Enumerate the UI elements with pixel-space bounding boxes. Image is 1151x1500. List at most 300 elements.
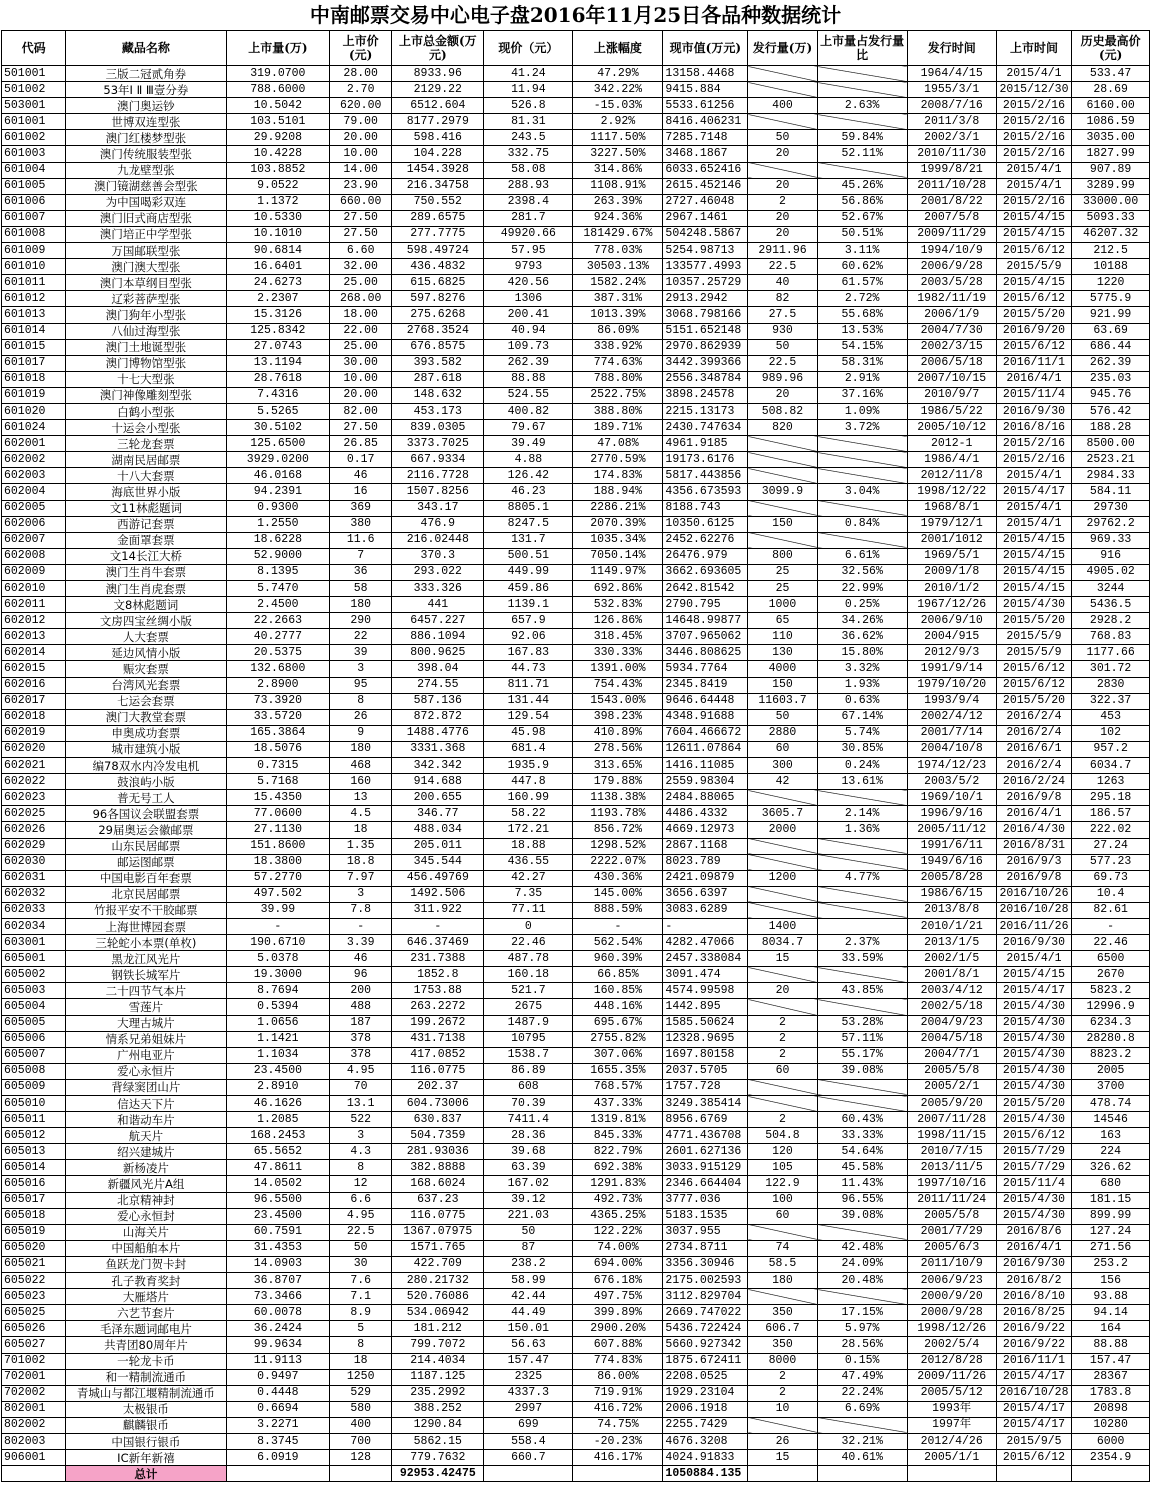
table-cell: 文8林彪题词 (66, 597, 226, 613)
table-cell: 522 (330, 1112, 392, 1128)
table-cell: 2325 (484, 1369, 573, 1385)
table-cell: 3 (330, 1128, 392, 1144)
table-cell: 601003 (2, 146, 66, 162)
table-cell: 23.4500 (226, 1208, 330, 1224)
empty-cell-slash (748, 967, 817, 983)
table-cell: 澳门大教堂套票 (66, 709, 226, 725)
table-cell: 12 (330, 1176, 392, 1192)
table-cell: 27.50 (330, 210, 392, 226)
table-row (2, 902, 1150, 918)
table-cell: 8.7694 (226, 983, 330, 999)
table-cell: 2015/4/30 (996, 1047, 1072, 1063)
table-cell: 189.71% (573, 420, 663, 436)
table-cell: 605012 (2, 1128, 66, 1144)
table-row (2, 999, 1150, 1015)
table-cell: 602021 (2, 758, 66, 774)
table-cell: 79.00 (330, 114, 392, 130)
table-cell: 275.6268 (392, 307, 484, 323)
table-cell: 2615.452146 (663, 178, 748, 194)
table-cell: 271.56 (1072, 1240, 1150, 1256)
table-cell: 10.00 (330, 146, 392, 162)
table-cell: 601009 (2, 243, 66, 259)
table-cell: 288.93 (484, 178, 573, 194)
table-cell: 1.2550 (226, 516, 330, 532)
table-cell: 60.43% (817, 1112, 907, 1128)
table-cell: - (330, 918, 392, 934)
table-cell: 18.88 (484, 838, 573, 854)
table-cell: 58 (330, 581, 392, 597)
table-cell: 九龙壁型张 (66, 162, 226, 178)
table-cell: 637.23 (392, 1192, 484, 1208)
table-cell: 山海关片 (66, 1224, 226, 1240)
table-cell: 12611.07864 (663, 741, 748, 757)
table-cell: 澳门土地诞型张 (66, 339, 226, 355)
table-cell: 274.55 (392, 677, 484, 693)
table-cell: 2012/11/8 (907, 468, 996, 484)
table-cell: 2559.98304 (663, 774, 748, 790)
table-cell: 普无号工人 (66, 790, 226, 806)
table-cell: 11.94 (484, 82, 573, 98)
table-cell: 三轮龙套票 (66, 436, 226, 452)
table-cell: 441 (392, 597, 484, 613)
table-cell: 95 (330, 677, 392, 693)
table-cell: 602007 (2, 532, 66, 548)
table-cell: 576.42 (1072, 403, 1150, 419)
table-cell: 601019 (2, 387, 66, 403)
table-cell: 2669.747022 (663, 1305, 748, 1321)
table-row (2, 420, 1150, 436)
table-cell: 60 (748, 1208, 817, 1224)
table-cell: 422.709 (392, 1256, 484, 1272)
table-cell: 1986/5/22 (907, 403, 996, 419)
table-cell: 2129.22 (392, 82, 484, 98)
table-cell: 231.7388 (392, 951, 484, 967)
table-cell: 122.22% (573, 1224, 663, 1240)
table-cell: 82 (748, 291, 817, 307)
table-cell: 1979/10/20 (907, 677, 996, 693)
table-cell: 681.4 (484, 741, 573, 757)
table-cell: 41.24 (484, 66, 573, 82)
table-cell: 2016/2/4 (996, 709, 1072, 725)
table-cell: 50 (748, 130, 817, 146)
table-row (2, 1192, 1150, 1208)
table-cell: 601002 (2, 130, 66, 146)
table-cell: 11603.7 (748, 693, 817, 709)
table-cell: 2009/11/29 (907, 226, 996, 242)
table-cell: 文房四宝丝绸小版 (66, 613, 226, 629)
table-cell: 322.37 (1072, 693, 1150, 709)
table-cell: 562.54% (573, 935, 663, 951)
table-cell: 2010/7/15 (907, 1144, 996, 1160)
table-cell: 20.5375 (226, 645, 330, 661)
table-cell: 1935.9 (484, 758, 573, 774)
table-cell: 57.2770 (226, 870, 330, 886)
table-cell: 1291.83% (573, 1176, 663, 1192)
table-cell: 47.8611 (226, 1160, 330, 1176)
table-cell: 太极银币 (66, 1401, 226, 1417)
table-cell: 2642.81542 (663, 581, 748, 597)
table-cell: 2016/9/22 (996, 1337, 1072, 1353)
table-cell: 103.8852 (226, 162, 330, 178)
table-cell: 400.82 (484, 403, 573, 419)
table-cell: 343.17 (392, 500, 484, 516)
table-row (2, 259, 1150, 275)
table-cell: 5183.1535 (663, 1208, 748, 1224)
total-cell (1072, 1466, 1150, 1482)
table-cell: 504.8 (748, 1128, 817, 1144)
table-cell: 2015/4/17 (996, 1369, 1072, 1385)
table-cell: 8247.5 (484, 516, 573, 532)
table-row (2, 82, 1150, 98)
table-cell: 602026 (2, 822, 66, 838)
table-cell: 602008 (2, 548, 66, 564)
table-cell: 431.7138 (392, 1031, 484, 1047)
table-cell: 492.73% (573, 1192, 663, 1208)
table-cell: 601018 (2, 371, 66, 387)
table-cell: 2016/4/1 (996, 1240, 1072, 1256)
table-cell: 456.49769 (392, 870, 484, 886)
column-header: 现价（元） (484, 31, 573, 66)
table-cell: 1.1421 (226, 1031, 330, 1047)
table-cell: 2015/4/30 (996, 1079, 1072, 1095)
table-cell: 346.77 (392, 806, 484, 822)
table-row (2, 1417, 1150, 1433)
table-row (2, 436, 1150, 452)
table-cell: 2.37% (817, 935, 907, 951)
table-cell: 50 (484, 1224, 573, 1240)
table-cell: 5.0378 (226, 951, 330, 967)
table-cell: 7.6 (330, 1273, 392, 1289)
table-cell: 605020 (2, 1240, 66, 1256)
table-cell: 94.2391 (226, 484, 330, 500)
table-cell: - (226, 918, 330, 934)
page-title: 中南邮票交易中心电子盘2016年11月25日各品种数据统计 (309, 3, 842, 27)
table-cell: 30 (330, 1256, 392, 1272)
table-cell: 2005 (1072, 1063, 1150, 1079)
table-cell: 7.1 (330, 1289, 392, 1305)
table-cell: 2001/8/1 (907, 967, 996, 983)
table-cell: 263.39% (573, 194, 663, 210)
table-cell: 1193.78% (573, 806, 663, 822)
empty-cell-slash (748, 114, 817, 130)
table-cell: 52.11% (817, 146, 907, 162)
table-cell: 2484.88065 (663, 790, 748, 806)
table-cell: 1993年 (907, 1401, 996, 1417)
table-cell: 39.99 (226, 902, 330, 918)
table-cell: 680 (1072, 1176, 1150, 1192)
table-cell: 47.08% (573, 436, 663, 452)
table-cell: 2016/8/25 (996, 1305, 1072, 1321)
table-cell: 29届奥运会徽邮票 (66, 822, 226, 838)
table-cell: 28.7618 (226, 371, 330, 387)
table-cell: 300 (748, 758, 817, 774)
table-cell: 55.17% (817, 1047, 907, 1063)
table-cell: 1998/11/15 (907, 1128, 996, 1144)
table-cell: 989.96 (748, 371, 817, 387)
table-cell: 214.4034 (392, 1353, 484, 1369)
table-cell: 200.655 (392, 790, 484, 806)
table-cell: 40.2777 (226, 629, 330, 645)
table-cell: 10188 (1072, 259, 1150, 275)
table-cell: 605007 (2, 1047, 66, 1063)
table-cell: 342.22% (573, 82, 663, 98)
table-row (2, 741, 1150, 757)
table-cell: 281.7 (484, 210, 573, 226)
table-cell: 1986/6/15 (907, 886, 996, 902)
table-cell: 14.00 (330, 162, 392, 178)
table-cell: 2016/2/4 (996, 758, 1072, 774)
table-row (2, 500, 1150, 516)
table-cell: 126.86% (573, 613, 663, 629)
table-cell: 46.1626 (226, 1096, 330, 1112)
table-cell (817, 918, 907, 934)
table-cell: 2005/2/1 (907, 1079, 996, 1095)
empty-cell-slash (817, 532, 907, 548)
table-cell: 26 (748, 1433, 817, 1449)
table-cell: 20898 (1072, 1401, 1150, 1417)
table-cell: 2011/10/9 (907, 1256, 996, 1272)
table-cell: 497.502 (226, 886, 330, 902)
table-cell: 1582.24% (573, 275, 663, 291)
table-cell: 2.91% (817, 371, 907, 387)
table-cell: 8 (330, 1160, 392, 1176)
table-row (2, 226, 1150, 242)
table-cell: 2 (748, 194, 817, 210)
table-row (2, 1144, 1150, 1160)
table-cell: 2.14% (817, 806, 907, 822)
table-cell: 2016/10/28 (996, 1385, 1072, 1401)
table-cell: 74.00% (573, 1240, 663, 1256)
table-cell: 1488.4776 (392, 725, 484, 741)
table-cell: 2215.13173 (663, 403, 748, 419)
table-cell: 2004/915 (907, 629, 996, 645)
table-cell: 信达天下片 (66, 1096, 226, 1112)
table-cell: 1997/10/16 (907, 1176, 996, 1192)
table-cell: 2015/2/16 (996, 194, 1072, 210)
empty-cell-slash (748, 790, 817, 806)
table-cell: 2005/10/12 (907, 420, 996, 436)
table-cell: 2015/4/17 (996, 484, 1072, 500)
table-cell: 15.3126 (226, 307, 330, 323)
table-cell: 13.1194 (226, 355, 330, 371)
table-cell: 221.03 (484, 1208, 573, 1224)
table-row (2, 693, 1150, 709)
empty-cell-slash (748, 999, 817, 1015)
empty-cell-slash (748, 1079, 817, 1095)
table-cell: 13.53% (817, 323, 907, 339)
table-cell: 4.3 (330, 1144, 392, 1160)
table-cell: 160 (330, 774, 392, 790)
table-cell: 960.39% (573, 951, 663, 967)
table-cell: 1991/6/11 (907, 838, 996, 854)
table-cell: 262.39 (484, 355, 573, 371)
table-row (2, 1208, 1150, 1224)
table-cell: 2015/5/20 (996, 693, 1072, 709)
table-cell: 4771.436708 (663, 1128, 748, 1144)
table-cell: 1986/4/1 (907, 452, 996, 468)
table-cell: 2016/9/22 (996, 1321, 1072, 1337)
table-cell: 20 (748, 178, 817, 194)
table-cell: 2.4500 (226, 597, 330, 613)
table-cell: 5436.5 (1072, 597, 1150, 613)
table-cell: 22 (330, 629, 392, 645)
table-cell: 2005/5/8 (907, 1063, 996, 1079)
table-cell: 0.7315 (226, 758, 330, 774)
table-cell: 情系兄弟姐妹片 (66, 1031, 226, 1047)
table-cell: 2670 (1072, 967, 1150, 983)
table-cell: 18.3800 (226, 854, 330, 870)
table-cell: 129.54 (484, 709, 573, 725)
table-cell: 702002 (2, 1385, 66, 1401)
table-cell: 1290.84 (392, 1417, 484, 1433)
table-row (2, 98, 1150, 114)
table-cell: 6.0919 (226, 1450, 330, 1466)
table-cell: 2015/9/5 (996, 1433, 1072, 1449)
table-cell: 1998/12/26 (907, 1321, 996, 1337)
table-cell: 630.837 (392, 1112, 484, 1128)
empty-cell-slash (748, 500, 817, 516)
table-cell: 2015/6/12 (996, 291, 1072, 307)
empty-cell-slash (748, 838, 817, 854)
table-cell: 602001 (2, 436, 66, 452)
table-cell: 856.72% (573, 822, 663, 838)
table-cell: 2016/6/1 (996, 741, 1072, 757)
table-cell: 7 (330, 548, 392, 564)
table-row (2, 516, 1150, 532)
table-cell: 914.688 (392, 774, 484, 790)
table-cell: 199.2672 (392, 1015, 484, 1031)
table-cell: 0.84% (817, 516, 907, 532)
table-cell: 6457.227 (392, 613, 484, 629)
table-cell: 314.86% (573, 162, 663, 178)
table-cell: 延边风情小版 (66, 645, 226, 661)
table-cell: 6512.604 (392, 98, 484, 114)
empty-cell-slash (817, 1417, 907, 1433)
table-cell: 2015/2/16 (996, 114, 1072, 130)
table-cell: 27.50 (330, 226, 392, 242)
table-cell: 6160.00 (1072, 98, 1150, 114)
table-cell: 孔子教育奖封 (66, 1273, 226, 1289)
table-cell: 453.173 (392, 403, 484, 419)
table-cell: 2005/5/12 (907, 1385, 996, 1401)
table-cell: 3037.955 (663, 1224, 748, 1240)
table-cell: 1367.07975 (392, 1224, 484, 1240)
table-cell: 2727.46048 (663, 194, 748, 210)
table-cell: 605021 (2, 1256, 66, 1272)
table-cell: 45.26% (817, 178, 907, 194)
table-cell: 34.26% (817, 613, 907, 629)
table-cell: 1035.34% (573, 532, 663, 548)
table-cell: 133577.4993 (663, 259, 748, 275)
table-cell: 39.49 (484, 436, 573, 452)
table-cell: 10357.25729 (663, 275, 748, 291)
table-cell: 73.3920 (226, 693, 330, 709)
table-cell: 2004/9/23 (907, 1015, 996, 1031)
table-cell: 181429.67% (573, 226, 663, 242)
table-cell: 667.9334 (392, 452, 484, 468)
table-cell: 602003 (2, 468, 66, 484)
table-cell: 15.80% (817, 645, 907, 661)
table-cell: 2015/6/12 (996, 339, 1072, 355)
table-row (2, 1385, 1150, 1401)
table-cell: 2001/1012 (907, 532, 996, 548)
table-cell: 2015/4/1 (996, 66, 1072, 82)
table-cell: 1108.91% (573, 178, 663, 194)
table-cell: 172.21 (484, 822, 573, 838)
table-cell: 694.00% (573, 1256, 663, 1272)
table-cell: 872.872 (392, 709, 484, 725)
table-cell: 1974/12/23 (907, 758, 996, 774)
table-cell: 2015/4/1 (996, 468, 1072, 484)
table-cell: 2005/5/8 (907, 1208, 996, 1224)
table-cell: 20 (748, 983, 817, 999)
table-cell: 436.55 (484, 854, 573, 870)
table-cell: 602002 (2, 452, 66, 468)
table-cell: 802001 (2, 1401, 66, 1417)
table-cell: 333.326 (392, 581, 484, 597)
table-cell: 5 (330, 1321, 392, 1337)
table-cell: 262.39 (1072, 355, 1150, 371)
table-cell: 1400 (748, 918, 817, 934)
table-cell: 1.1372 (226, 194, 330, 210)
table-cell: 3929.0200 (226, 452, 330, 468)
table-row (2, 758, 1150, 774)
table-cell: 5.97% (817, 1321, 907, 1337)
table-cell: 3.39 (330, 935, 392, 951)
table-cell: 2016/11/1 (996, 1353, 1072, 1369)
table-cell: 69.73 (1072, 870, 1150, 886)
table-cell: 4905.02 (1072, 564, 1150, 580)
table-cell: 6.69% (817, 1401, 907, 1417)
table-cell: 601001 (2, 114, 66, 130)
table-cell: 102 (1072, 725, 1150, 741)
table-cell: 北京精神封 (66, 1192, 226, 1208)
table-cell: 2015/4/1 (996, 516, 1072, 532)
table-cell: 2016/11/1 (996, 355, 1072, 371)
table-cell: 2015/4/30 (996, 1208, 1072, 1224)
table-cell: 330.33% (573, 645, 663, 661)
table-cell: 3112.829704 (663, 1289, 748, 1305)
table-cell: 179.88% (573, 774, 663, 790)
table-cell: 澳门博物馆型张 (66, 355, 226, 371)
table-header-row (2, 31, 1150, 66)
empty-cell-slash (817, 790, 907, 806)
table-cell: 0.9497 (226, 1369, 330, 1385)
table-cell: 1571.765 (392, 1240, 484, 1256)
table-cell: 33.33% (817, 1128, 907, 1144)
table-cell: 88.88 (1072, 1337, 1150, 1353)
table-cell: 886.1094 (392, 629, 484, 645)
table-cell: 2015/4/30 (996, 1063, 1072, 1079)
table-cell: 0.6694 (226, 1401, 330, 1417)
table-cell: 2006/1/9 (907, 307, 996, 323)
table-cell: 1306 (484, 291, 573, 307)
column-header: 现市值(万元) (663, 31, 748, 66)
table-cell: 2005/1/1 (907, 1450, 996, 1466)
table-cell: 3033.915129 (663, 1160, 748, 1176)
table-cell: 2002/4/12 (907, 709, 996, 725)
table-cell: 1319.81% (573, 1112, 663, 1128)
table-cell: 468 (330, 758, 392, 774)
table-cell: 1998/12/22 (907, 484, 996, 500)
table-cell: 1757.728 (663, 1079, 748, 1095)
table-cell: 1997年 (907, 1417, 996, 1433)
table-cell: 26476.979 (663, 548, 748, 564)
empty-cell-slash (817, 66, 907, 82)
table-cell: 224 (1072, 1144, 1150, 1160)
table-cell: 2734.8711 (663, 1240, 748, 1256)
table-cell: 319.0700 (226, 66, 330, 82)
